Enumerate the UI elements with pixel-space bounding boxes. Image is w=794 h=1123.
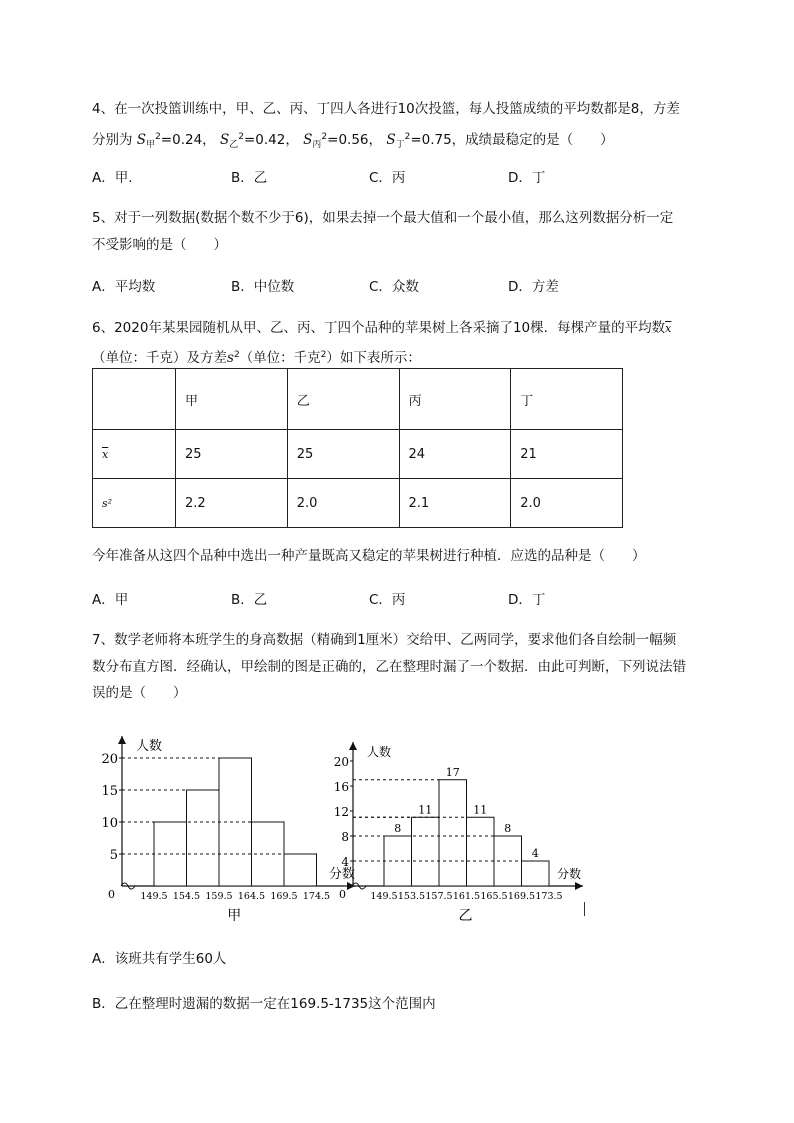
- q6-xbar: $\overline{x}$: [665, 322, 672, 335]
- y-tick-label: 15: [101, 784, 118, 799]
- table-row: [93, 369, 623, 430]
- y-axis-arrow: [349, 742, 357, 750]
- sub-yi: 乙: [229, 140, 239, 150]
- histogram-bar: [187, 790, 220, 886]
- sq-bing: 2: [321, 132, 328, 142]
- q7-stem-line3: 误的是（ ）: [92, 685, 187, 701]
- x-axis-label: 分数: [329, 867, 356, 882]
- y-tick-label: 8: [341, 830, 349, 844]
- x-axis-arrow: [575, 882, 583, 890]
- table-header-yi: 乙: [287, 369, 399, 430]
- y-tick-label: 4: [341, 855, 349, 869]
- bar-data-label: 4: [531, 847, 539, 860]
- x-tick-label: 154.5: [172, 891, 201, 902]
- table-cell: 25: [287, 430, 399, 479]
- val-ding: =0.75，成绩最稳定的是（ ）: [410, 132, 614, 148]
- row-label-variance: [93, 479, 176, 528]
- y-tick-label: 16: [333, 780, 349, 794]
- histogram-bar: [412, 817, 440, 886]
- x-tick-label: 149.5: [140, 891, 168, 902]
- s-jia: S: [136, 132, 147, 148]
- q6-line1-text: 6、2020年某果园随机从甲、乙、丙、丁四个品种的苹果树上各采摘了10棵．每棵产量的平均数: [92, 320, 666, 336]
- q6-s-sq: 2: [233, 350, 240, 360]
- y-tick-label: 12: [333, 805, 349, 819]
- histogram-bar: [522, 861, 550, 886]
- q6-line2c: ）如下表所示：: [326, 350, 421, 366]
- y-axis-arrow: [118, 736, 126, 744]
- table-header-empty: [93, 369, 176, 430]
- val-jia: =0.24，: [160, 132, 216, 148]
- bar-data-label: 17: [445, 765, 460, 779]
- table-cell: 2.1: [399, 479, 511, 528]
- q7-option-b[interactable]: B．乙在整理时遗漏的数据一定在169.5-1735这个范围内: [92, 996, 436, 1012]
- q6-option-b[interactable]: B．乙: [231, 592, 268, 608]
- sub-jia: 甲: [146, 140, 156, 150]
- sq-ding: 2: [404, 132, 411, 142]
- table-row: [93, 479, 623, 528]
- q4-option-d[interactable]: D．丁: [508, 170, 546, 186]
- y-tick-label: 20: [101, 752, 118, 767]
- sq-yi: 2: [238, 132, 244, 142]
- q5-option-b[interactable]: B．中位数: [231, 279, 295, 295]
- s-ding: S: [386, 132, 396, 148]
- q4-lead: 分别为: [92, 132, 133, 148]
- bar-data-label: 8: [394, 822, 402, 835]
- sub-ding: 丁: [395, 140, 405, 150]
- x-tick-label: 174.5: [302, 891, 331, 902]
- q6-option-c[interactable]: C．丙: [369, 592, 406, 608]
- sub-bing: 丙: [312, 140, 322, 150]
- q4-option-a[interactable]: A．甲.: [92, 170, 133, 186]
- x-tick-label: 169.5: [270, 891, 298, 902]
- table-cell: 2.0: [511, 479, 623, 528]
- q5-stem-line2: 不受影响的是（ ）: [92, 237, 227, 253]
- x-tick-label: 164.5: [237, 891, 266, 902]
- histogram-bar: [439, 780, 467, 886]
- x-tick-label: 173.5: [535, 891, 563, 902]
- row-label-mean-text: $\overline{x}$: [102, 447, 109, 461]
- histogram-bar: [467, 817, 495, 886]
- bar-data-label: 8: [504, 822, 512, 835]
- origin-label: 0: [339, 888, 346, 901]
- x-tick-label: 149.5: [370, 891, 398, 902]
- y-tick-label: 20: [333, 755, 349, 769]
- x-tick-label: 169.5: [507, 891, 536, 902]
- x-tick-label: 153.5: [397, 891, 426, 902]
- x-tick-label: 161.5: [452, 891, 481, 902]
- table-row: [93, 430, 623, 479]
- q6-follow-up: 今年准备从这四个品种中选出一种产量既高又稳定的苹果树进行种植．应选的品种是（ ）: [92, 548, 646, 564]
- x-axis-label: 分数: [557, 867, 582, 881]
- s-yi: S: [219, 132, 230, 148]
- histogram-bar: [284, 854, 317, 886]
- row-label-variance-text: s²: [102, 496, 113, 510]
- y-axis-label: 人数: [367, 745, 392, 759]
- bar-data-label: 11: [473, 803, 488, 817]
- q6-option-d[interactable]: D．丁: [508, 592, 546, 608]
- histogram-jia: [101, 728, 356, 928]
- x-tick-label: 159.5: [205, 891, 233, 902]
- histogram-bar: [219, 758, 252, 886]
- table-header-ding: 丁: [511, 369, 623, 430]
- q5-option-c[interactable]: C．众数: [369, 279, 419, 295]
- s-bing: S: [303, 132, 313, 148]
- chart-title: 甲: [227, 908, 242, 924]
- q5-option-d[interactable]: D．方差: [508, 279, 559, 295]
- q6-stem-line2: [92, 345, 421, 368]
- origin-label: 0: [108, 888, 115, 901]
- table-cell: 2.2: [176, 479, 288, 528]
- y-axis-label: 人数: [136, 739, 163, 754]
- q4-option-c[interactable]: C．丙: [369, 170, 406, 186]
- q4-option-b[interactable]: B．乙: [231, 170, 268, 186]
- table-header-bing: 丙: [399, 369, 511, 430]
- histogram-yi: [333, 728, 600, 928]
- table-cell: 25: [176, 430, 288, 479]
- q6-stem-line1: [92, 318, 671, 339]
- q7-stem-line1: 7、数学老师将本班学生的身高数据（精确到1厘米）交给甲、乙两同学，要求他们各自绘制一幅频: [92, 632, 677, 648]
- q6-line2a: （单位：千克）及方差: [92, 350, 227, 366]
- x-tick-label: 165.5: [480, 891, 508, 902]
- text-cursor: [584, 902, 585, 916]
- table-cell: 21: [511, 430, 623, 479]
- q5-option-a[interactable]: A．平均数: [92, 279, 156, 295]
- chart-title: 乙: [458, 908, 473, 924]
- bar-data-label: 11: [418, 803, 433, 817]
- q6-line2b: （单位：千克: [239, 350, 321, 366]
- table-cell: 24: [399, 430, 511, 479]
- y-tick-label: 10: [101, 816, 118, 831]
- q7-option-a[interactable]: A．该班共有学生60人: [92, 951, 227, 967]
- y-tick-label: 5: [109, 848, 118, 863]
- q7-stem-line2: 数分布直方图．经确认，甲绘制的图是正确的，乙在整理时漏了一个数据．由此可判断，下列说法错: [92, 659, 686, 675]
- val-bing: =0.56，: [327, 132, 383, 148]
- x-tick-label: 157.5: [425, 891, 453, 902]
- q6-option-a[interactable]: A．甲: [92, 592, 129, 608]
- q5-stem-line1: 5、对于一列数据(数据个数不少于6)，如果去掉一个最大值和一个最小值，那么这列数据分析一定: [92, 210, 674, 226]
- val-yi: =0.42，: [243, 132, 299, 148]
- table-cell: 2.0: [287, 479, 399, 528]
- q6-unit-sq: 2: [320, 350, 327, 360]
- q6-s: s: [227, 350, 234, 366]
- row-label-mean: [93, 430, 176, 479]
- q4-stem-line1: 4、在一次投篮训练中，甲、乙、丙、丁四人各进行10次投篮，每人投篮成绩的平均数都是8，方差: [92, 101, 680, 117]
- sq-jia: 2: [155, 132, 161, 142]
- table-header-jia: 甲: [176, 369, 288, 430]
- q4-stem-line2: [92, 127, 614, 155]
- q6-data-table: [92, 368, 623, 528]
